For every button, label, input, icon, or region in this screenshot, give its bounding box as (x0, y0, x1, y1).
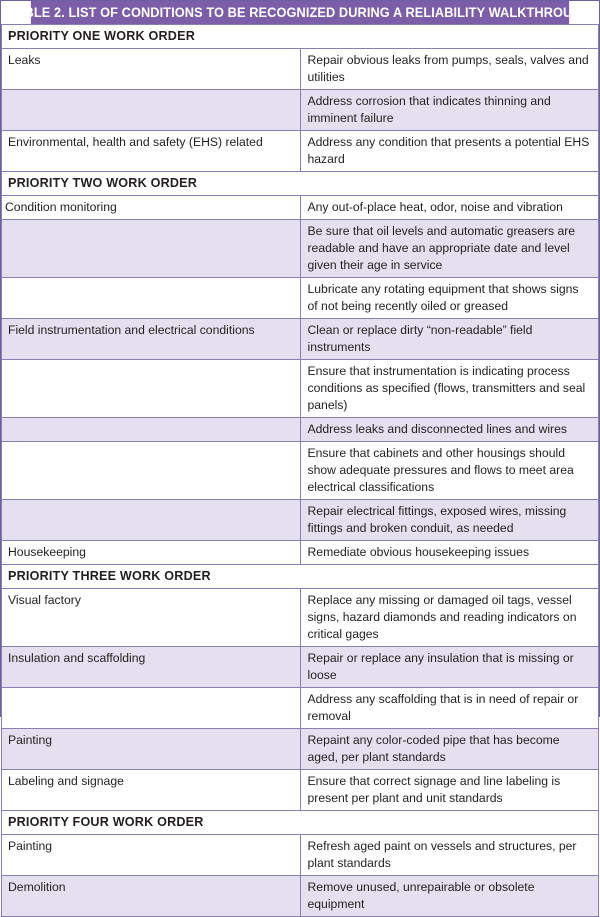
action-cell: Ensure that cabinets and other housings should show adequate pressures and flows to meet area electrical classifications (300, 442, 599, 500)
action-cell: Address any scaffolding that is in need of repair or removal (300, 688, 599, 729)
action-cell: Ensure that correct signage and line labeling is present per plant and unit standards (300, 770, 599, 811)
table-title-bar (8, 1, 592, 24)
priority-heading: PRIORITY THREE WORK ORDER (2, 565, 599, 589)
condition-cell (2, 360, 301, 418)
priority-heading: PRIORITY FOUR WORK ORDER (2, 811, 599, 835)
action-cell: Repair obvious leaks from pumps, seals, valves and utilities (300, 49, 599, 90)
condition-cell: Demolition (2, 876, 301, 917)
priority-heading-row (2, 172, 599, 196)
table-row (2, 541, 599, 565)
table-row (2, 319, 599, 360)
condition-cell (2, 500, 301, 541)
conditions-table (1, 24, 599, 917)
priority-heading: PRIORITY ONE WORK ORDER (2, 25, 599, 49)
action-cell: Replace any missing or damaged oil tags, vessel signs, hazard diamonds and reading indicators on critical gages (300, 589, 599, 647)
table-title: TABLE 2. LIST OF CONDITIONS TO BE RECOGNIZED DURING A RELIABILITY WALKTHROUGH (8, 4, 592, 21)
table-row (2, 876, 599, 917)
priority-heading-row (2, 565, 599, 589)
table-row (2, 835, 599, 876)
action-cell: Address leaks and disconnected lines and wires (300, 418, 599, 442)
condition-cell (2, 418, 301, 442)
condition-cell: Painting (2, 729, 301, 770)
condition-cell: Painting (2, 835, 301, 876)
condition-cell (2, 278, 301, 319)
table-row (2, 360, 599, 418)
action-cell: Repaint any color-coded pipe that has become aged, per plant standards (300, 729, 599, 770)
table-row (2, 500, 599, 541)
action-cell: Repair electrical fittings, exposed wires, missing fittings and broken conduit, as needed (300, 500, 599, 541)
table-row (2, 442, 599, 500)
action-cell: Ensure that instrumentation is indicating process conditions as specified (flows, transmitters and seal panels) (300, 360, 599, 418)
priority-heading-row (2, 811, 599, 835)
table-row (2, 278, 599, 319)
table-row (2, 688, 599, 729)
table-row (2, 220, 599, 278)
action-cell: Remove unused, unrepairable or obsolete equipment (300, 876, 599, 917)
table-row (2, 90, 599, 131)
condition-cell (2, 442, 301, 500)
action-cell: Lubricate any rotating equipment that shows signs of not being recently oiled or greased (300, 278, 599, 319)
table-row (2, 131, 599, 172)
action-cell: Remediate obvious housekeeping issues (300, 541, 599, 565)
table-body (2, 25, 599, 917)
condition-cell: Housekeeping (2, 541, 301, 565)
action-cell: Be sure that oil levels and automatic greasers are readable and have an appropriate date and level given their age in service (300, 220, 599, 278)
condition-cell: Insulation and scaffolding (2, 647, 301, 688)
table-row (2, 196, 599, 220)
priority-heading-row (2, 25, 599, 49)
table-row (2, 647, 599, 688)
action-cell: Any out-of-place heat, odor, noise and vibration (300, 196, 599, 220)
condition-cell: Field instrumentation and electrical conditions (2, 319, 301, 360)
action-cell: Repair or replace any insulation that is missing or loose (300, 647, 599, 688)
action-cell: Refresh aged paint on vessels and structures, per plant standards (300, 835, 599, 876)
condition-cell: Condition monitoring (2, 196, 301, 220)
condition-cell (2, 220, 301, 278)
table-row (2, 770, 599, 811)
action-cell: Address corrosion that indicates thinning and imminent failure (300, 90, 599, 131)
condition-cell: Leaks (2, 49, 301, 90)
condition-cell: Visual factory (2, 589, 301, 647)
action-cell: Clean or replace dirty “non-readable” field instruments (300, 319, 599, 360)
table-row (2, 729, 599, 770)
table-row (2, 49, 599, 90)
condition-cell: Labeling and signage (2, 770, 301, 811)
condition-cell (2, 688, 301, 729)
condition-cell (2, 90, 301, 131)
table-row (2, 418, 599, 442)
condition-cell: Environmental, health and safety (EHS) related (2, 131, 301, 172)
priority-heading: PRIORITY TWO WORK ORDER (2, 172, 599, 196)
table-row (2, 589, 599, 647)
action-cell: Address any condition that presents a potential EHS hazard (300, 131, 599, 172)
